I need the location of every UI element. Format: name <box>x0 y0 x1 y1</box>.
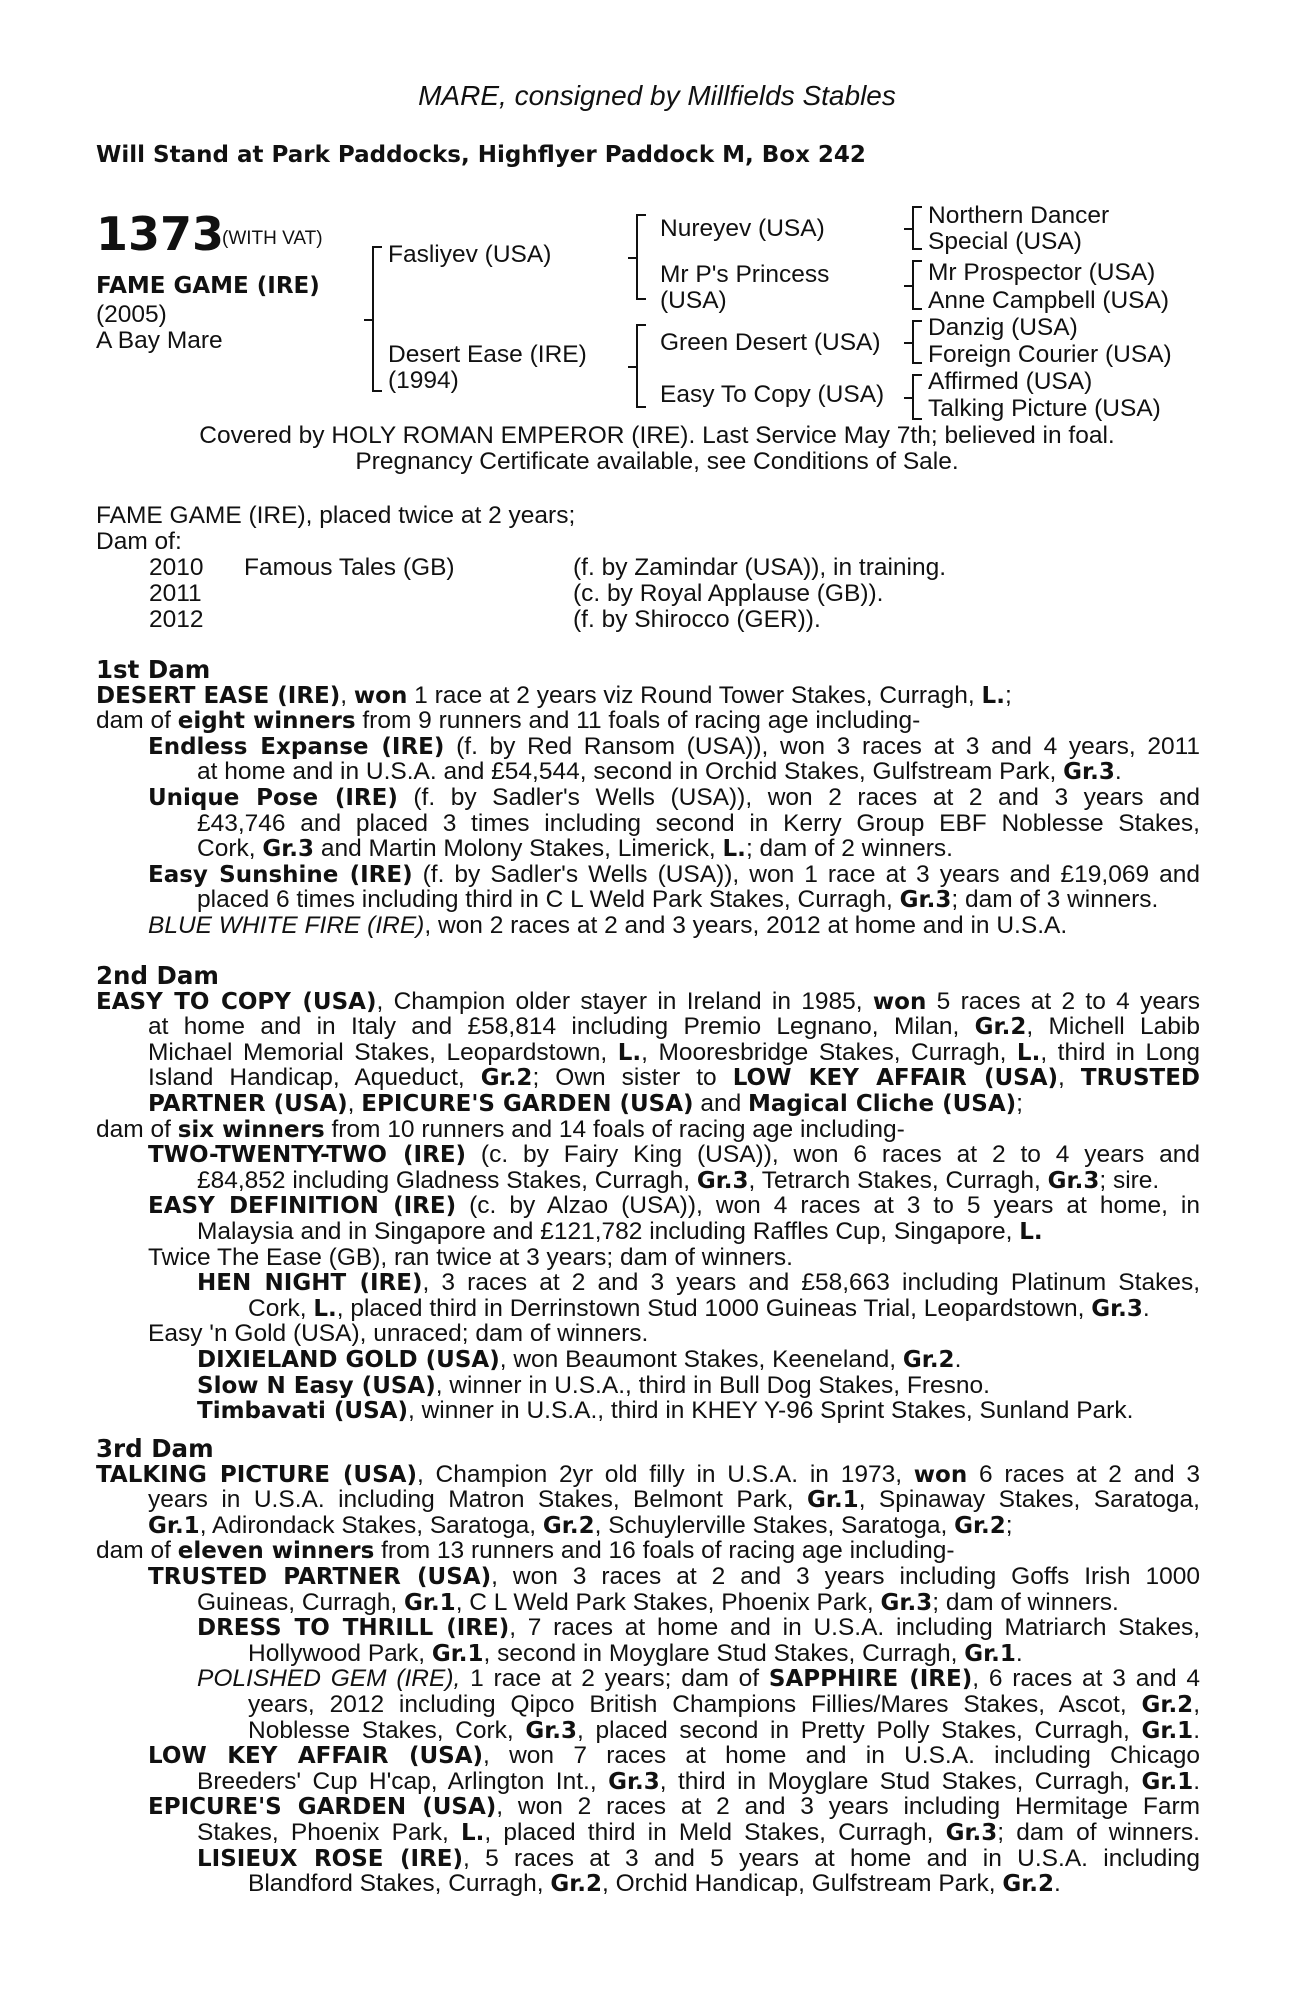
text-line: LOW KEY AFFAIR (USA), won 7 races at home and in U.S.A. including Chicago <box>148 1742 1200 1770</box>
second-dam-section <box>96 963 1200 1424</box>
text-line: HEN NIGHT (IRE), 3 races at 2 and 3 years and £58,663 including Platinum Stakes, <box>197 1269 1201 1297</box>
pedigree-bracket-ss <box>912 206 922 250</box>
pedigree-dss: Danzig (USA) <box>928 314 1078 341</box>
pedigree-dam: Desert Ease (IRE) <box>388 341 587 368</box>
pedigree-dam-dam: Easy To Copy (USA) <box>660 381 885 408</box>
text-line: Twice The Ease (GB), ran twice at 3 years; dam of winners. <box>148 1243 793 1271</box>
produce-year: 2012 <box>149 606 204 633</box>
first-dam-section <box>96 657 1200 939</box>
text-line: DRESS TO THRILL (IRE), 7 races at home and in U.S.A. including Matriarch Stakes, <box>197 1614 1200 1642</box>
pedigree-sss: Northern Dancer <box>928 202 1110 229</box>
pedigree-dds: Affirmed (USA) <box>928 368 1093 395</box>
text-line: Michael Memorial Stakes, Leopardstown, L., Mooresbridge Stakes, Curragh, L., third in Long <box>148 1038 1200 1066</box>
text-line: Gr.1, Adirondack Stakes, Saratoga, Gr.2, Schuylerville Stakes, Saratoga, Gr.2; <box>148 1511 1013 1539</box>
section-heading: 2nd Dam <box>96 961 219 990</box>
pedigree-bracket-sd <box>912 260 922 310</box>
text-line: Noblesse Stakes, Cork, Gr.3, placed second in Pretty Polly Stakes, Curragh, Gr.1. <box>248 1716 1200 1744</box>
text-line: at home and in U.S.A. and £54,544, second in Orchid Stakes, Gulfstream Park, Gr.3. <box>197 758 1122 786</box>
text-line: BLUE WHITE FIRE (IRE), won 2 races at 2 and 3 years, 2012 at home and in U.S.A. <box>148 911 1068 939</box>
text-line: EASY TO COPY (USA), Champion older stayer in Ireland in 1985, won 5 races at 2 to 4 years <box>96 987 1200 1015</box>
text-line: POLISHED GEM (IRE), 1 race at 2 years; dam of SAPPHIRE (IRE), 6 races at 3 and 4 <box>197 1665 1201 1693</box>
pedigree-dsd: Foreign Courier (USA) <box>928 341 1172 368</box>
lot-number: 1373 <box>96 207 225 261</box>
text-line: £84,852 including Gladness Stakes, Curragh, Gr.3, Tetrarch Stakes, Curragh, Gr.3; sire. <box>197 1166 1160 1194</box>
text-line: dam of eleven winners from 13 runners and 16 foals of racing age including- <box>96 1537 955 1565</box>
text-line: Cork, Gr.3 and Martin Molony Stakes, Limerick, L.; dam of 2 winners. <box>197 835 953 863</box>
text-line: TRUSTED PARTNER (USA), won 3 races at 2 and 3 years including Goffs Irish 1000 <box>148 1562 1200 1590</box>
text-line: Stakes, Phoenix Park, L., placed third in Meld Stakes, Curragh, Gr.3; dam of winners. <box>197 1818 1200 1846</box>
text-line: Endless Expanse (IRE) (f. by Red Ransom (USA)), won 3 races at 3 and 4 years, 2011 <box>148 732 1200 760</box>
section-heading: 1st Dam <box>96 655 211 684</box>
text-line: Unique Pose (IRE) (f. by Sadler's Wells (USA)), won 2 races at 2 and 3 years and <box>148 783 1200 811</box>
text-line: Guineas, Curragh, Gr.1, C L Weld Park Stakes, Phoenix Park, Gr.3; dam of winners. <box>197 1588 1119 1616</box>
third-dam-section <box>96 1436 1200 1897</box>
pedigree-sds: Mr Prospector (USA) <box>928 259 1156 286</box>
text-line: Breeders' Cup H'cap, Arlington Int., Gr.3, third in Moyglare Stud Stakes, Curragh, Gr.1. <box>197 1767 1201 1795</box>
pedigree-dam-year: (1994) <box>388 367 459 394</box>
text-line: Timbavati (USA), winner in U.S.A., third in KHEY Y-96 Sprint Stakes, Sunland Park. <box>197 1397 1134 1425</box>
text-line: Cork, L., placed third in Derrinstown Stud 1000 Guineas Trial, Leopardstown, Gr.3. <box>248 1294 1150 1322</box>
pedigree-sire: Fasliyev (USA) <box>388 241 552 268</box>
text-line: PARTNER (USA), EPICURE'S GARDEN (USA) and Magical Cliche (USA); <box>148 1089 1023 1117</box>
text-line: TWO-TWENTY-TWO (IRE) (c. by Fairy King (USA)), won 6 races at 2 to 4 years and <box>148 1141 1200 1169</box>
text-line: EPICURE'S GARDEN (USA), won 2 races at 2 and 3 years including Hermitage Farm <box>148 1793 1201 1821</box>
vat-note: (WITH VAT) <box>222 228 323 249</box>
produce-info: (c. by Royal Applause (GB)). <box>573 580 884 607</box>
text-line: DESERT EASE (IRE), won 1 race at 2 years viz Round Tower Stakes, Curragh, L.; <box>96 681 1012 709</box>
text-line: years, 2012 including Qipco British Champions Fillies/Mares Stakes, Ascot, Gr.2, <box>248 1690 1200 1718</box>
covered-note: Covered by HOLY ROMAN EMPEROR (IRE). Last Service May 7th; believed in foal. <box>199 422 1115 449</box>
text-line: Malaysia and in Singapore and £121,782 including Raffles Cup, Singapore, L. <box>197 1217 1043 1245</box>
pedigree-sdd: Anne Campbell (USA) <box>928 287 1170 314</box>
horse-name: FAME GAME (IRE) <box>96 273 320 299</box>
horse-description: A Bay Mare <box>96 327 223 354</box>
pedigree-ddd: Talking Picture (USA) <box>928 395 1161 422</box>
text-line: Easy 'n Gold (USA), unraced; dam of winners. <box>148 1320 649 1348</box>
produce-name: Famous Tales (GB) <box>244 554 455 581</box>
produce-info: (f. by Shirocco (GER)). <box>573 606 821 633</box>
horse-year: (2005) <box>96 301 167 328</box>
page-title: MARE, consigned by Millfields Stables <box>418 80 896 111</box>
pedigree-bracket-dam <box>636 324 646 408</box>
pregnancy-note: Pregnancy Certificate available, see Conditions of Sale. <box>355 448 959 475</box>
text-line: Hollywood Park, Gr.1, second in Moyglare Stud Stakes, Curragh, Gr.1. <box>248 1639 1023 1667</box>
text-line: EASY DEFINITION (IRE) (c. by Alzao (USA)), won 4 races at 3 to 5 years at home, in <box>148 1192 1201 1220</box>
text-line: DIXIELAND GOLD (USA), won Beaumont Stakes, Keeneland, Gr.2. <box>197 1345 962 1373</box>
produce-intro: FAME GAME (IRE), placed twice at 2 years; <box>96 502 576 529</box>
produce-year: 2011 <box>149 580 202 607</box>
pedigree-bracket-gen1 <box>372 246 382 392</box>
text-line: LISIEUX ROSE (IRE), 5 races at 3 and 5 years at home and in U.S.A. including <box>197 1844 1200 1872</box>
pedigree-ssd: Special (USA) <box>928 228 1082 255</box>
pedigree-sire-dam: Mr P's Princess <box>660 261 830 288</box>
text-line: dam of six winners from 10 runners and 14 foals of racing age including- <box>96 1115 905 1143</box>
section-heading: 3rd Dam <box>96 1434 214 1463</box>
text-line: TALKING PICTURE (USA), Champion 2yr old filly in U.S.A. in 1973, won 6 races at 2 and 3 <box>96 1460 1200 1488</box>
pedigree-sire-sire: Nureyev (USA) <box>660 215 825 242</box>
pedigree-sire-dam-country: (USA) <box>660 287 727 314</box>
text-line: at home and in Italy and £58,814 including Premio Legnano, Milan, Gr.2, Michell Labib <box>148 1013 1201 1041</box>
text-line: Blandford Stakes, Curragh, Gr.2, Orchid Handicap, Gulfstream Park, Gr.2. <box>248 1870 1061 1898</box>
produce-info: (f. by Zamindar (USA)), in training. <box>573 554 947 581</box>
text-line: Island Handicap, Aqueduct, Gr.2; Own sister to LOW KEY AFFAIR (USA), TRUSTED <box>148 1064 1201 1092</box>
pedigree-dam-sire: Green Desert (USA) <box>660 329 881 356</box>
text-line: £43,746 and placed 3 times including second in Kerry Group EBF Noblesse Stakes, <box>197 809 1200 837</box>
text-line: years in U.S.A. including Matron Stakes, Belmont Park, Gr.1, Spinaway Stakes, Saratoga, <box>148 1486 1200 1514</box>
pedigree-bracket-ds <box>912 320 922 364</box>
text-line: placed 6 times including third in C L Weld Park Stakes, Curragh, Gr.3; dam of 3 winners. <box>197 886 1159 914</box>
pedigree-bracket-sire <box>636 214 646 300</box>
pedigree-bracket-dd <box>912 374 922 420</box>
produce-year: 2010 <box>149 554 204 581</box>
text-line: dam of eight winners from 9 runners and 11 foals of racing age including- <box>96 707 921 735</box>
stand-location: Will Stand at Park Paddocks, Highflyer Paddock M, Box 242 <box>96 142 866 168</box>
produce-dam-of: Dam of: <box>96 528 182 555</box>
text-line: Easy Sunshine (IRE) (f. by Sadler's Wells (USA)), won 1 race at 3 years and £19,069 and <box>148 860 1200 888</box>
text-line: Slow N Easy (USA), winner in U.S.A., third in Bull Dog Stakes, Fresno. <box>197 1371 990 1399</box>
